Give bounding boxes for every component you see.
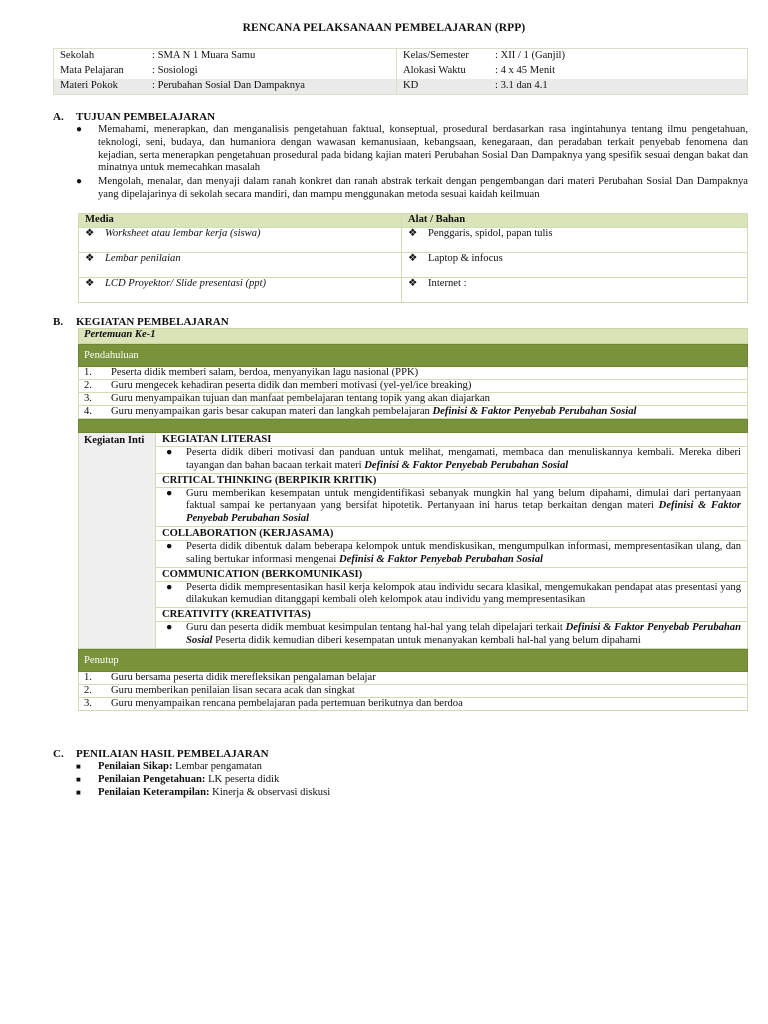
inti-subheading: CRITICAL THINKING (BERPIKIR KRITIK)	[156, 474, 747, 488]
diamond-bullet-icon: ❖	[408, 228, 418, 239]
pendahuluan-item: 3. Guru menyampaikan tujuan dan manfaat pembelajaran tentang topik yang akan diajarkan	[78, 393, 748, 406]
diamond-bullet-icon: ❖	[85, 278, 95, 289]
alat-cell: ❖ Internet :	[402, 278, 748, 303]
section-letter: C.	[53, 748, 64, 760]
document-title: RENCANA PELAKSANAAN PEMBELAJARAN (RPP)	[242, 22, 526, 34]
diamond-bullet-icon: ❖	[408, 253, 418, 264]
alat-cell: ❖ Penggaris, spidol, papan tulis	[402, 228, 748, 253]
kegiatan-inti-label: Kegiatan Inti	[79, 433, 156, 648]
inti-subheading: COMMUNICATION (BERKOMUNIKASI)	[156, 568, 747, 582]
inti-item: ● Peserta didik diberi motivasi dan panduan untuk melihat, mengamati, membaca dan menuliskannya kembali. Mereka diberi tayangan dan bahan bacaan terkait materi Definisi & Faktor Penyebab Perubahan Sosial	[156, 447, 747, 474]
identity-key: Sekolah	[54, 49, 147, 65]
bullet-icon: ●	[76, 124, 83, 135]
penilaian-item: ■ Penilaian Pengetahuan: LK peserta didik	[76, 774, 280, 785]
alat-cell: ❖ Laptop & infocus	[402, 253, 748, 278]
inti-item: ● Guru dan peserta didik membuat kesimpulan tentang hal-hal yang telah dipelajari terkait Definisi & Faktor Penyebab Perubahan Sosial Peserta didik kemudian diberi kesempatan untuk menanyakan kembali hal-hal yang belum dipahami	[166, 622, 741, 646]
section-title: TUJUAN PEMBELAJARAN	[76, 111, 216, 123]
pendahuluan-item: 1. Peserta didik memberi salam, berdoa, menyanyikan lagu nasional (PPK)	[78, 367, 748, 380]
identity-key: Kelas/Semester	[397, 49, 490, 65]
bullet-text: Memahami, menerapkan, dan menganalisis pengetahuan faktual, konseptual, prosedural berdasarkan rasa ingintahunya tentang ilmu pengetahuan, teknologi, seni, budaya, dan humaniora dengan wawasan kemanusiaan, kebangsaan, kenegaraan, dan peradaban terkait penyebab fenomena dan kejadian, serta menerapkan pengetahuan prosedural pada bidang kajian materi Perubahan Sosial Dan Dampaknya yang spesifik sesuai dengan bakat dan minatnya untuk memecahkan masalah	[98, 124, 748, 174]
pendahuluan-item: 4. Guru menyampaikan garis besar cakupan materi dan langkah pembelajaran Definisi & Faktor Penyebab Perubahan Sosial	[78, 406, 748, 419]
penilaian-item: ■ Penilaian Sikap: Lembar pengamatan	[76, 761, 262, 772]
media-header: Media	[79, 214, 402, 228]
kegiatan-inti	[78, 433, 748, 649]
inti-item: ● Guru memberikan kesempatan untuk mengidentifikasi sebanyak mungkin hal yang belum dipahami, dimulai dari pertanyaan faktual sampai ke pertanyaan yang bersifat hipotetik. Pertanyaan ini harus tetap berkaitan dengan materi Definisi & Faktor Penyebab Perubahan Sosial	[156, 488, 747, 527]
pendahuluan-header: Pendahuluan	[78, 344, 748, 367]
penilaian-item: ■ Penilaian Keterampilan: Kinerja & observasi diskusi	[76, 787, 331, 798]
identity-value: : SMA N 1 Muara Samu	[146, 49, 397, 65]
identity-key: Mata Pelajaran	[54, 64, 147, 79]
tujuan-bullet	[76, 124, 748, 175]
identity-row	[54, 49, 748, 65]
square-bullet-icon: ■	[76, 775, 81, 784]
identity-value: : XII / 1 (Ganjil)	[489, 49, 748, 65]
inti-item: ● Peserta didik mempresentasikan hasil kerja kelompok atau individu secara klasikal, mengemukakan pendapat atas presentasi yang dilakukan kemudian ditanggapi kembali oleh kelompok atau individu yang mempresentasikan	[156, 582, 747, 609]
identity-key: Materi Pokok	[54, 79, 147, 95]
section-title: PENILAIAN HASIL PEMBELAJARAN	[76, 748, 269, 760]
bullet-icon: ●	[166, 447, 173, 458]
media-cell: ❖ LCD Proyektor/ Slide presentasi (ppt)	[79, 278, 402, 303]
diamond-bullet-icon: ❖	[85, 253, 95, 264]
penutup-item: 3. Guru menyampaikan rencana pembelajaran pada pertemuan berikutnya dan berdoa	[78, 698, 748, 711]
media-row	[79, 253, 748, 278]
penutup-header: Penutup	[78, 649, 748, 672]
identity-value: : 3.1 dan 4.1	[489, 79, 748, 95]
media-row	[79, 278, 748, 303]
square-bullet-icon: ■	[76, 788, 81, 797]
penutup-item: 1. Guru bersama peserta didik merefleksikan pengalaman belajar	[78, 672, 748, 685]
bullet-icon: ●	[76, 176, 83, 187]
bullet-icon: ●	[166, 540, 173, 552]
kegiatan-table	[78, 328, 748, 711]
identity-value: : Perubahan Sosial Dan Dampaknya	[146, 79, 397, 95]
alat-header: Alat / Bahan	[402, 214, 748, 228]
identity-value: : Sosiologi	[146, 64, 397, 79]
square-bullet-icon: ■	[76, 762, 81, 771]
penutup-item: 2. Guru memberikan penilaian lisan secara acak dan singkat	[78, 685, 748, 698]
bullet-icon: ●	[166, 581, 173, 593]
diamond-bullet-icon: ❖	[85, 228, 95, 239]
inti-subheading: COLLABORATION (KERJASAMA)	[156, 527, 747, 541]
media-cell: ❖ Lembar penilaian	[79, 253, 402, 278]
inti-subheading: KEGIATAN LITERASI	[156, 433, 747, 447]
pendahuluan-item: 2. Guru mengecek kehadiran peserta didik dan memberi motivasi (yel-yel/ice breaking)	[78, 380, 748, 393]
identity-row	[54, 64, 748, 79]
identity-row	[54, 79, 748, 95]
identity-table	[53, 48, 748, 95]
section-letter: B.	[53, 316, 64, 328]
bullet-icon: ●	[166, 622, 173, 634]
pertemuan-label: Pertemuan Ke-1	[78, 328, 748, 344]
identity-key: Alokasi Waktu	[397, 64, 490, 79]
identity-value: : 4 x 45 Menit	[489, 64, 748, 79]
media-row	[79, 228, 748, 253]
section-b-heading	[53, 316, 229, 329]
divider-bar	[78, 419, 748, 433]
bullet-text: Mengolah, menalar, dan menyaji dalam ranah konkret dan ranah abstrak terkait dengan pengembangan dari materi Perubahan Sosial Dan Dampaknya yang dipelajarinya di sekolah secara mandiri, dan mampu menggunakan metoda sesuai kaidah keilmuan	[98, 176, 748, 200]
media-cell: ❖ Worksheet atau lembar kerja (siswa)	[79, 228, 402, 253]
inti-item: ● Peserta didik dibentuk dalam beberapa kelompok untuk mendiskusikan, mengumpulkan informasi, mempresentasikan ulang, dan saling bertukar informasi mengenai Definisi & Faktor Penyebab Perubahan Sosial	[156, 541, 747, 568]
inti-subheading: CREATIVITY (KREATIVITAS)	[156, 608, 747, 622]
identity-key: KD	[397, 79, 490, 95]
media-table	[78, 213, 748, 303]
bullet-icon: ●	[166, 487, 173, 499]
media-header-row	[79, 214, 748, 228]
section-letter: A.	[53, 111, 64, 123]
kegiatan-inti-body	[156, 433, 747, 648]
diamond-bullet-icon: ❖	[408, 278, 418, 289]
section-c-heading	[53, 748, 269, 761]
tujuan-bullet	[76, 176, 748, 202]
section-a-heading	[53, 111, 215, 124]
section-title: KEGIATAN PEMBELAJARAN	[76, 316, 229, 328]
